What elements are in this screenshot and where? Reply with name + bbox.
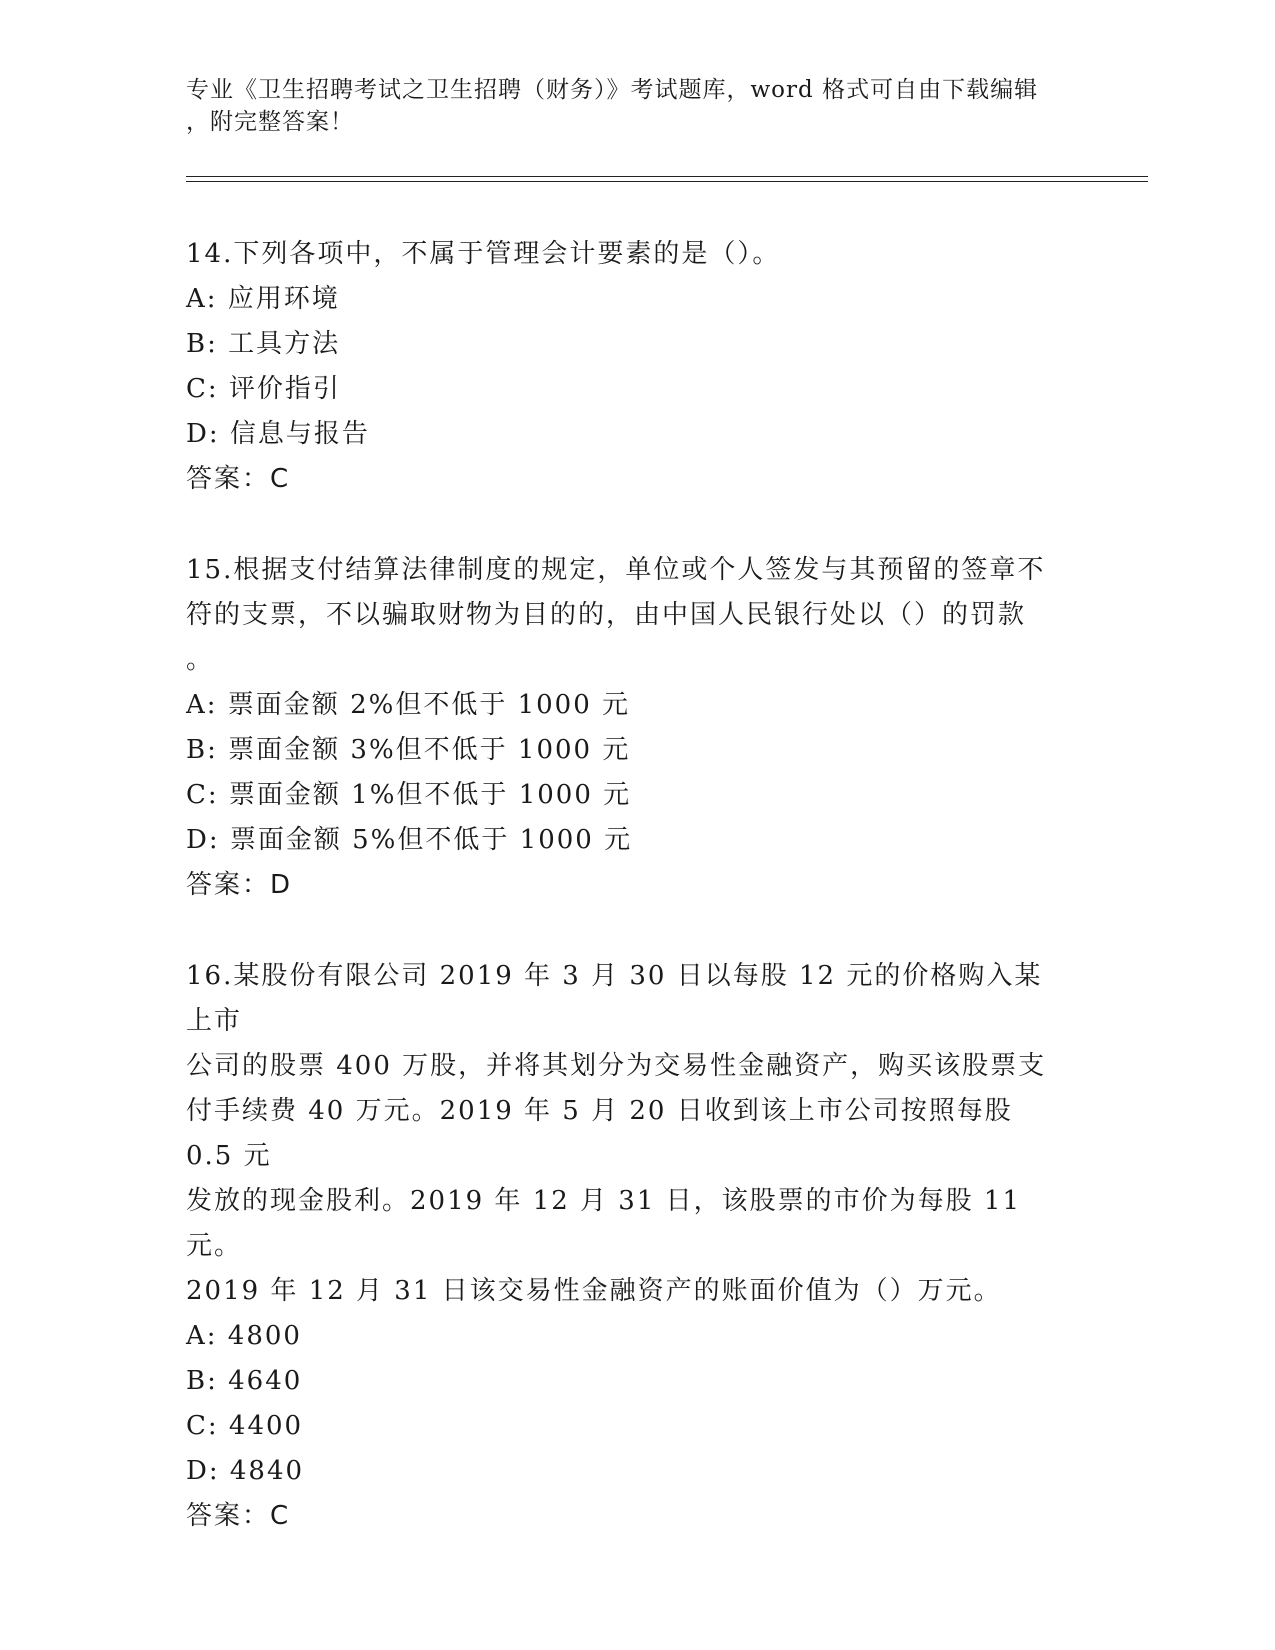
question-15 — [186, 548, 1066, 908]
answer: 答案：C — [186, 464, 291, 494]
answer: 答案：D — [186, 870, 293, 900]
option-d: D: 信息与报告 — [186, 419, 370, 449]
option-c: C: 票面金额 1%但不低于 1000 元 — [186, 780, 632, 810]
question-stem: 14.下列各项中，不属于管理会计要素的是（）。 — [186, 239, 781, 269]
header-divider-bottom — [186, 181, 1148, 182]
option-d: D: 票面金额 5%但不低于 1000 元 — [186, 825, 633, 855]
document-header: 专业《卫生招聘考试之卫生招聘（财务）》考试题库，word 格式可自由下载编辑 ，附完整答案！ — [186, 77, 1039, 135]
question-16 — [186, 954, 1066, 1539]
header-divider-top — [186, 176, 1148, 177]
option-a: A: 4800 — [186, 1321, 302, 1351]
answer: 答案：C — [186, 1501, 291, 1531]
option-c: C: 4400 — [186, 1411, 304, 1441]
question-stem: 15.根据支付结算法律制度的规定，单位或个人签发与其预留的签章不 符的支票，不以骗取财物为目的的，由中国人民银行处以（）的罚款 。 — [186, 555, 1046, 675]
option-a: A: 票面金额 2%但不低于 1000 元 — [186, 690, 631, 720]
question-14 — [186, 232, 1066, 502]
option-b: B: 票面金额 3%但不低于 1000 元 — [186, 735, 631, 765]
option-a: A: 应用环境 — [186, 284, 340, 314]
option-b: B: 工具方法 — [186, 329, 341, 359]
option-c: C: 评价指引 — [186, 374, 341, 404]
option-b: B: 4640 — [186, 1366, 303, 1396]
question-stem: 16.某股份有限公司 2019 年 3 月 30 日以每股 12 元的价格购入某上市 公司的股票 400 万股，并将其划分为交易性金融资产，购买该股票支 付手续费 40 万元。2019 年 5 月 20 日收到该上市公司按照每股 0.5 元 发放的现金股利。2019 年 12 月 31 日，该股票的市价为每股 11 元。 2019 年 12 月 31 日该交易性金融资产的账面价值为（）万元。 — [186, 961, 1047, 1306]
option-d: D: 4840 — [186, 1456, 305, 1486]
